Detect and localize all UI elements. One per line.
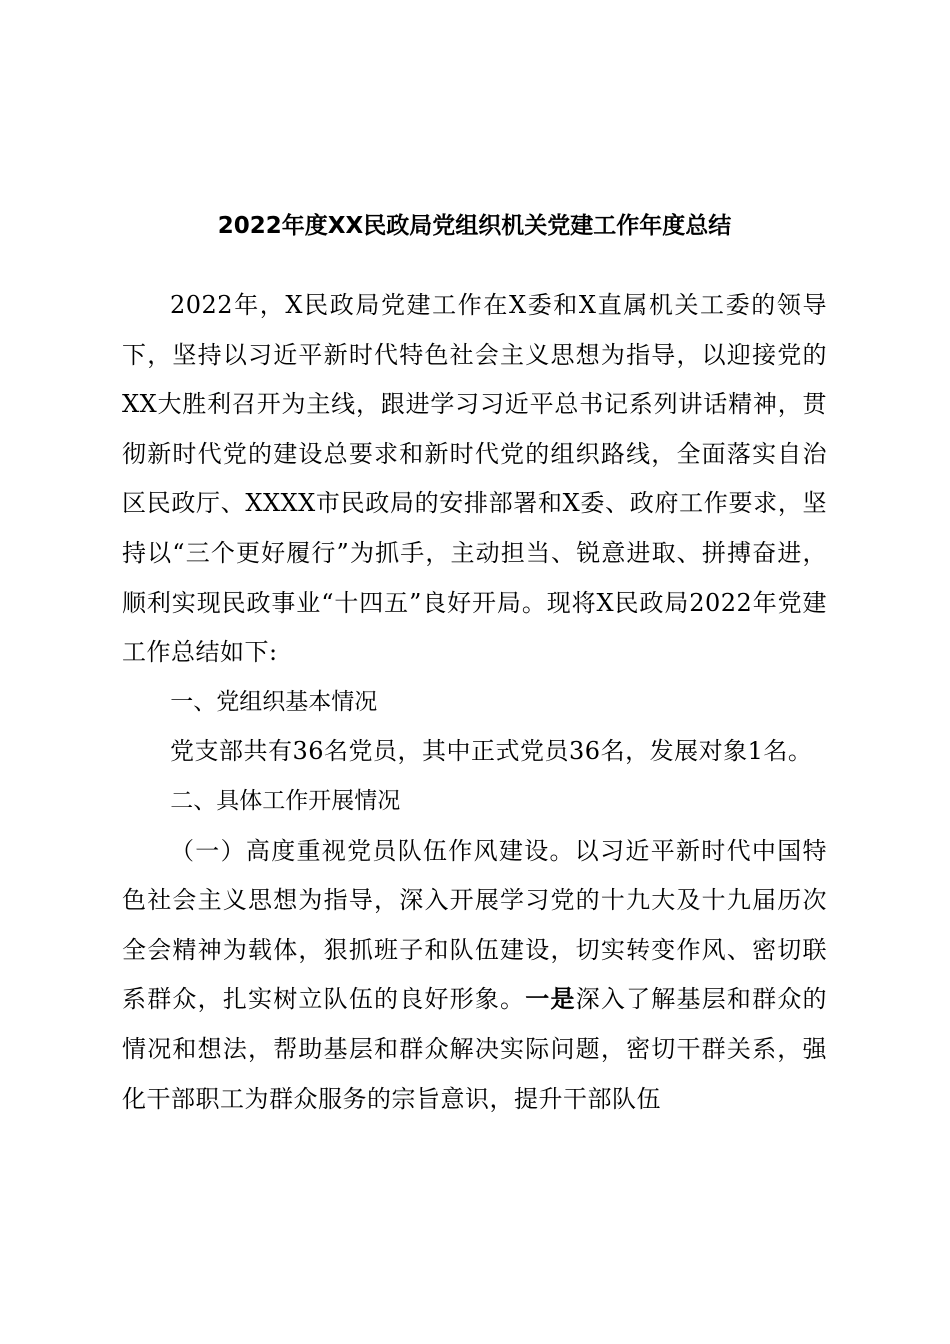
- section-heading-basic-info: 一、党组织基本情况: [170, 688, 378, 715]
- point-one-text: 深入了解基层和群众的情况和想法，帮助基层和群众解决实际问题，密切干群关系，强化干部职工为群众服务的宗旨意识，提升干部队伍: [122, 985, 828, 1113]
- subsection-style-building-text: （一）高度重视党员队伍作风建设。以习近平新时代中国特色社会主义思想为指导，深入开展学习党的十九大及十九届历次全会精神为载体，狠抓班子和队伍建设，切实转变作风、密切联系群众，扎实树立队伍的良好形象。: [122, 836, 827, 1014]
- section-basic-info-text: 党支部共有36名党员，其中正式党员36名，发展对象1名。: [170, 737, 813, 766]
- intro-paragraph: 2022年，X民政局党建工作在X委和X直属机关工委的领导下，坚持以习近平新时代特色社会主义思想为指导，以迎接党的XX大胜利召开为主线，跟进学习习近平总书记系列讲话精神，贯彻新时代党的建设总要求和新时代党的组织路线，全面落实自治区民政厅、XXXX市民政局的安排部署和X委、政府工作要求，坚持以“三个更好履行”为抓手，主动担当、锐意进取、拼搏奋进，顺利实现民政事业“十四五”良好开局。现将X民政局2022年党建工作总结如下:: [122, 291, 827, 667]
- subsection-style-building: [122, 827, 827, 1125]
- document-title: 2022年度XX民政局党组织机关党建工作年度总结: [217, 213, 732, 239]
- section-heading-work: 二、具体工作开展情况: [170, 787, 401, 814]
- document-body: [122, 281, 827, 1124]
- point-one-lead: 一是: [525, 985, 576, 1014]
